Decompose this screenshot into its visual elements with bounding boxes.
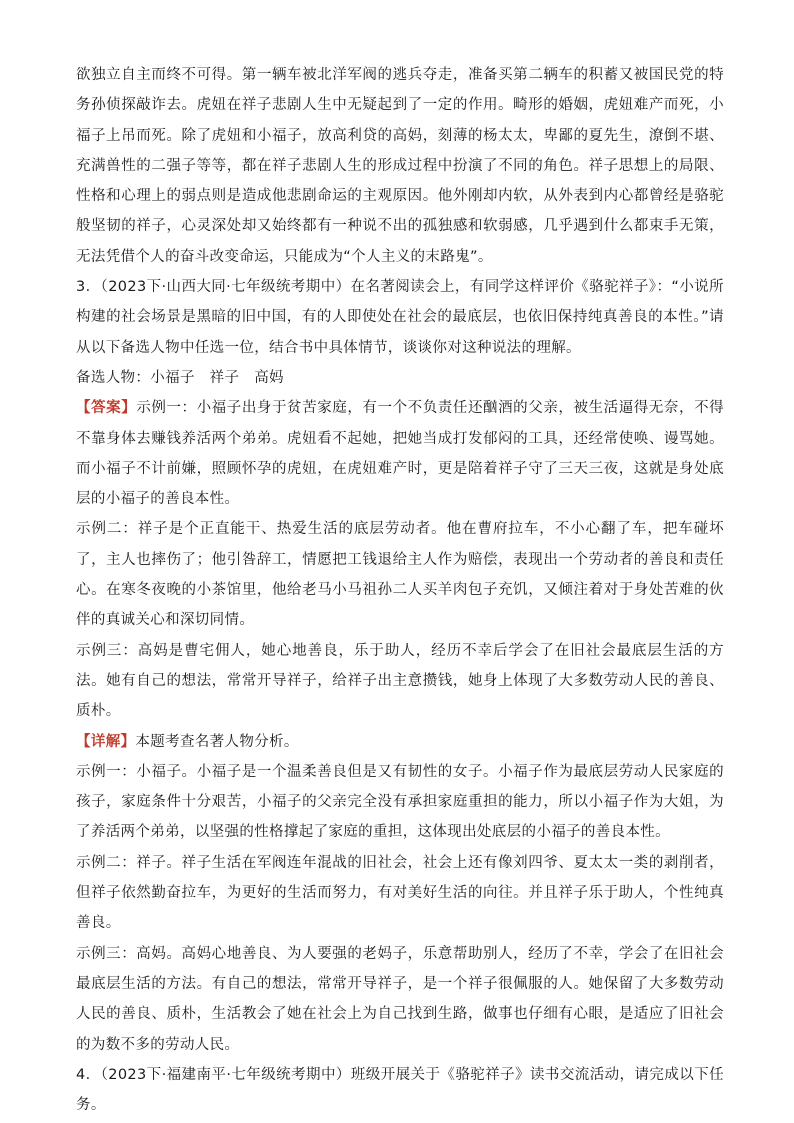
paragraph-continuation bbox=[76, 60, 724, 272]
detail-example-3 bbox=[76, 939, 724, 1060]
detail-intro bbox=[76, 727, 724, 757]
answer-tag: 【答案】 bbox=[76, 400, 137, 417]
detail-example-1 bbox=[76, 757, 724, 848]
answer-example-1 bbox=[76, 393, 724, 514]
answer-example-3 bbox=[76, 636, 724, 727]
paragraph-text: 示例三：高妈。高妈心地善良、为人要强的老妈子，乐意帮助别人，经历了不幸，学会了在旧社会最底层生活的方法。有自己的想法，常常开导祥子，是一个祥子很佩服的人。她保留了大多数劳动人民的善良、质朴，生活教会了她在社会上为自己找到生路，做事也仔细有心眼，是适应了旧社会的为数不多的劳动人民。 bbox=[76, 945, 724, 1053]
question-3 bbox=[76, 272, 724, 363]
paragraph-text: 欲独立自主而终不可得。第一辆车被北洋军阀的逃兵夺走，准备买第二辆车的积蓄又被国民党的特务孙侦探敲诈去。虎妞在祥子悲剧人生中无疑起到了一定的作用。畸形的婚姻，虎妞难产而死，小福子上吊而死。除了虎妞和小福子，放高利贷的高妈，刻薄的杨太太，卑鄙的夏先生，潦倒不堪、充满兽性的二强子等等，都在祥子悲剧人生的形成过程中扮演了不同的角色。祥子思想上的局限、性格和心理上的弱点则是造成他悲剧命运的主观原因。他外刚却内软，从外表到内心都曾经是骆驼般坚韧的祥子，心灵深处却又始终都有一种说不出的孤独感和软弱感，几乎遇到什么都束手无策，无法凭借个人的奋斗改变命运，只能成为“个人主义的末路鬼”。 bbox=[76, 67, 724, 265]
detail-example-2 bbox=[76, 848, 724, 939]
paragraph-text: 3．（2023下·山西大同·七年级统考期中）在名著阅读会上，有同学这样评价《骆驼祥子》：“小说所构建的社会场景是黑暗的旧中国，有的人即使处在社会的最底层，也依旧保持纯真善良的本性。”请从以下备选人物中任选一位，结合书中具体情节，谈谈你对这种说法的理解。 bbox=[76, 279, 724, 356]
paragraph-text: 示例一：小福子出身于贫苦家庭，有一个不负责任还酗酒的父亲，被生活逼得无奈，不得不靠身体去赚钱养活两个弟弟。虎妞看不起她，把她当成打发郁闷的工具，还经常使唤、谩骂她。而小福子不计前嫌，照顾怀孕的虎妞，在虎妞难产时，更是陪着祥子守了三天三夜，这就是身处底层的小福子的善良本性。 bbox=[76, 400, 724, 508]
answer-example-2 bbox=[76, 514, 724, 635]
paragraph-text: 示例三：高妈是曹宅佣人，她心地善良，乐于助人，经历不幸后学会了在旧社会最底层生活的方法。她有自己的想法，常常开导祥子，给祥子出主意攒钱，她身上体现了大多数劳动人民的善良、质朴。 bbox=[76, 642, 724, 720]
paragraph-text: 示例一：小福子。小福子是一个温柔善良但是又有韧性的女子。小福子作为最底层劳动人民家庭的孩子，家庭条件十分艰苦，小福子的父亲完全没有承担家庭重担的能力，所以小福子作为大姐，为了养活两个弟弟，以坚强的性格撑起了家庭的重担，这体现出处底层的小福子的善良本性。 bbox=[76, 763, 724, 841]
paragraph-text: 4．（2023下·福建南平·七年级统考期中）班级开展关于《骆驼祥子》读书交流活动，请完成以下任务。 bbox=[76, 1066, 724, 1114]
detail-tag: 【详解】 bbox=[76, 733, 136, 750]
paragraph-text: 示例二：祥子是个正直能干、热爱生活的底层劳动者。他在曹府拉车，不小心翻了车，把车碰坏了，主人也摔伤了；他引咎辞工，情愿把工钱退给主人作为赔偿，表现出一个劳动者的善良和责任心。在寒冬夜晚的小茶馆里，他给老马小马祖孙二人买羊肉包子充饥，又倾注着对于身处苦难的伙伴的真诚关心和深切同情。 bbox=[76, 521, 724, 629]
paragraph-text: 备选人物：小福子 祥子 高妈 bbox=[76, 369, 284, 386]
document-content bbox=[76, 60, 724, 1120]
candidate-characters bbox=[76, 363, 724, 393]
question-4 bbox=[76, 1060, 724, 1121]
paragraph-text: 本题考查名著人物分析。 bbox=[135, 733, 299, 750]
paragraph-text: 示例二：祥子。祥子生活在军阀连年混战的旧社会，社会上还有像刘四爷、夏太太一类的剥削者，但祥子依然勤奋拉车，为更好的生活而努力，有对美好生活的向往。并且祥子乐于助人，个性纯真善良。 bbox=[76, 854, 724, 932]
